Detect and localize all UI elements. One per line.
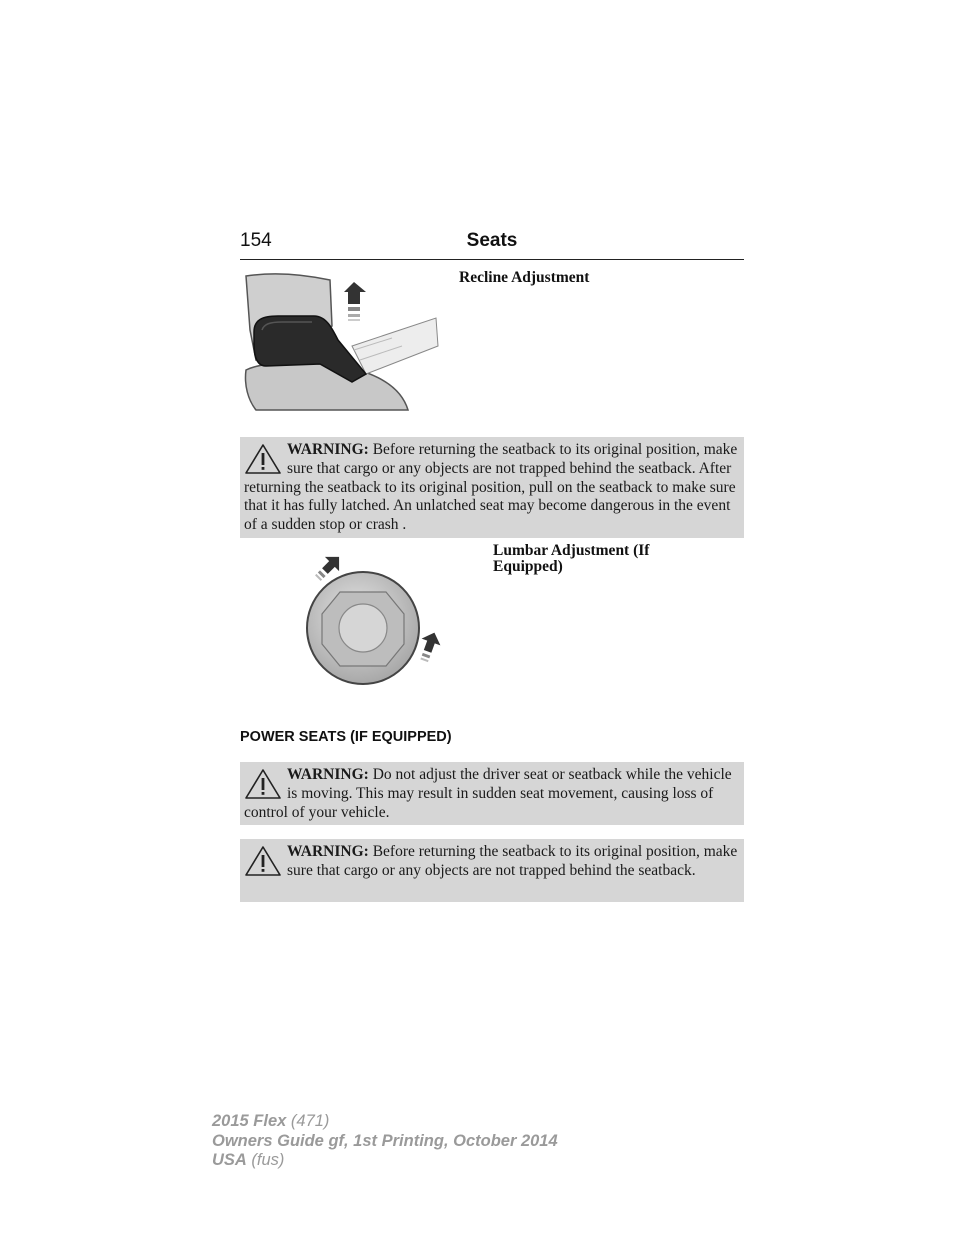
warning-triangle-icon xyxy=(244,768,282,800)
lumbar-adjustment-illustration xyxy=(300,548,450,688)
warning-triangle-icon xyxy=(244,845,282,877)
footer-line-2 xyxy=(212,1132,558,1152)
warning-text: Before returning the seatback to its original position, make sure that cargo or any objects are not trapped behind the seatback. xyxy=(287,843,738,879)
lumbar-caption-line-1: Lumbar Adjustment (If xyxy=(493,542,650,559)
warning-box xyxy=(240,762,744,825)
warning-box xyxy=(240,437,744,538)
lumbar-adjustment-caption xyxy=(493,543,649,575)
footer-region-code: (fus) xyxy=(246,1151,285,1169)
recline-adjustment-caption: Recline Adjustment xyxy=(459,269,590,286)
lumbar-caption-line-2: Equipped) xyxy=(493,558,563,575)
warning-box xyxy=(240,839,744,902)
footer-printing: Owners Guide gf, 1st Printing, October 2014 xyxy=(212,1131,558,1150)
page-header xyxy=(240,228,744,260)
warning-label: WARNING: xyxy=(287,843,369,860)
warning-text: Before returning the seatback to its original position, make sure that cargo or any objects are not trapped behind the seatback. After returning the seatback to its original position, pull on the seatback to make sure that it has fully latched. An unlatched seat may become dangerous in the event of a sudden stop or crash . xyxy=(244,441,738,534)
footer-model: 2015 Flex xyxy=(212,1112,287,1130)
page-number: 154 xyxy=(240,230,272,251)
footer-line-3 xyxy=(212,1151,558,1171)
document-footer xyxy=(212,1112,558,1171)
warning-triangle-icon xyxy=(244,443,282,475)
up-arrow-icon xyxy=(344,282,366,321)
warning-label: WARNING: xyxy=(287,766,369,783)
warning-text: Do not adjust the driver seat or seatback while the vehicle is moving. This may result in sudden seat movement, causing loss of control of your vehicle. xyxy=(244,766,732,821)
footer-region: USA xyxy=(212,1151,247,1169)
section-title: Seats xyxy=(466,230,518,251)
warning-label: WARNING: xyxy=(287,441,369,458)
footer-model-code: (471) xyxy=(286,1112,330,1130)
recline-adjustment-illustration xyxy=(242,270,440,412)
footer-line-1 xyxy=(212,1112,558,1132)
power-seats-heading: POWER SEATS (IF EQUIPPED) xyxy=(240,729,452,745)
